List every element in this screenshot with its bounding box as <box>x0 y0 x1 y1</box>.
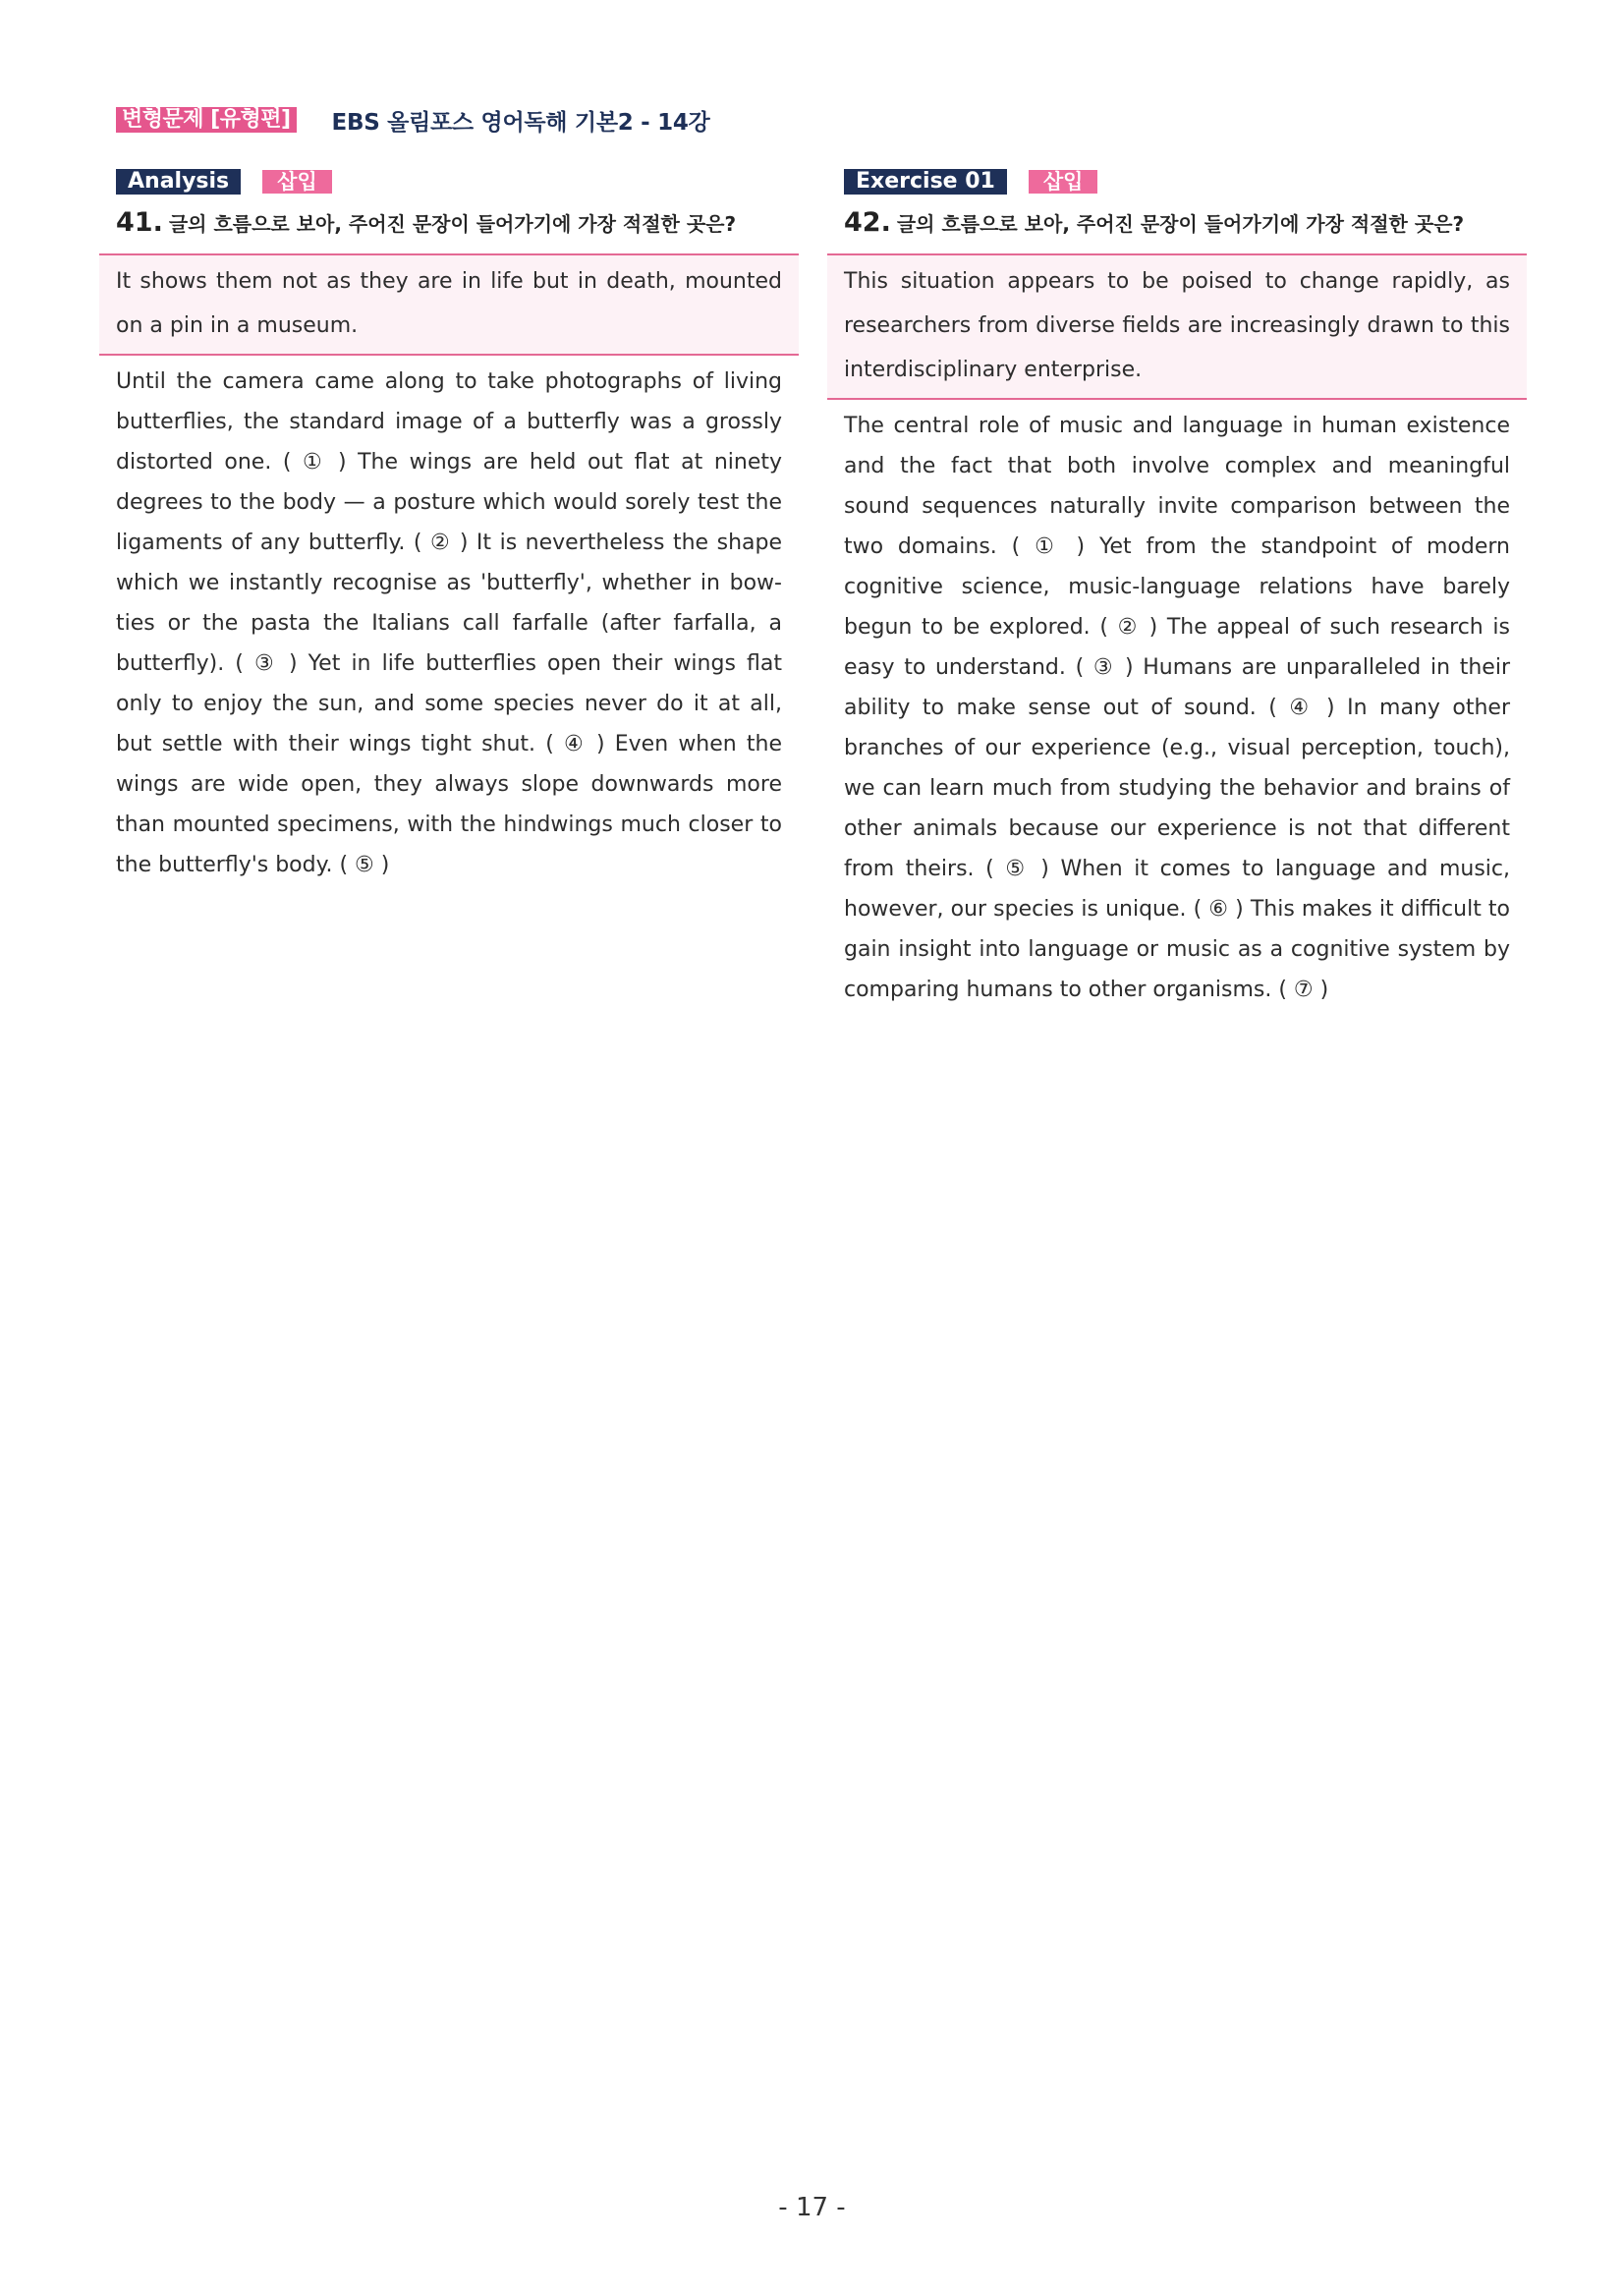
page-number: - 17 - <box>778 2193 846 2222</box>
left-column <box>99 169 799 885</box>
given-sentence-box: It shows them not as they are in life but in death, mounted on a pin in a museum. <box>99 253 799 356</box>
left-labels <box>99 169 799 195</box>
question-number: 41. <box>116 207 163 238</box>
question-42 <box>827 204 1527 243</box>
question-text: 글의 흐름으로 보아, 주어진 문장이 들어가기에 가장 적절한 곳은? <box>896 212 1465 236</box>
header-title: EBS 올림포스 영어독해 기본2 - 14강 <box>331 109 710 136</box>
right-labels <box>827 169 1527 195</box>
type-label: 삽입 <box>262 170 332 194</box>
question-text: 글의 흐름으로 보아, 주어진 문장이 들어가기에 가장 적절한 곳은? <box>168 212 737 236</box>
type-label: 삽입 <box>1029 170 1098 194</box>
given-sentence-box: This situation appears to be poised to change rapidly, as researchers from diverse fields are increasingly drawn to this interdisciplinary enterprise. <box>827 253 1527 400</box>
header-tag: 변형문제 [유형편] <box>116 107 297 133</box>
question-number: 42. <box>844 207 891 238</box>
right-column <box>827 169 1527 1010</box>
passage-text: The central role of music and language in human existence and the fact that both involve complex and meaningful sound sequences naturally invite comparison between the two domains. ( ① ) Yet from the standpoint of modern cognitive science, music-language relations have barely begun to be explored. ( ② ) The appeal of such research is easy to understand. ( ③ ) Humans are unparalleled in their ability to make sense out of sound. ( ④ ) In many other branches of our experience (e.g., visual perception, touch), we can learn much from studying the behavior and brains of other animals because our experience is not that different from theirs. ( ⑤ ) When it comes to language and music, however, our species is unique. ( ⑥ ) This makes it difficult to gain insight into language or music as a cognitive system by comparing humans to other organisms. ( ⑦ ) <box>844 414 1510 1002</box>
exercise-label: Exercise 01 <box>844 169 1007 195</box>
page-header <box>116 104 709 136</box>
passage-text: Until the camera came along to take photographs of living butterflies, the standard image of a butterfly was a grossly distorted one. ( ① ) The wings are held out flat at ninety degrees to the body — a posture which would sorely test the ligaments of any butterfly. ( ② ) It is nevertheless the shape which we instantly recognise as 'butterfly', whether in bow-ties or the pasta the Italians call farfalle (after farfalla, a butterfly). ( ③ ) Yet in life butterflies open their wings flat only to enjoy the sun, and some species never do it at all, but settle with their wings tight shut. ( ④ ) Even when the wings are wide open, they always slope downwards more than mounted specimens, with the hindwings much closer to the butterfly's body. ( ⑤ ) <box>116 369 782 877</box>
analysis-label: Analysis <box>116 169 241 195</box>
question-41 <box>99 204 799 243</box>
